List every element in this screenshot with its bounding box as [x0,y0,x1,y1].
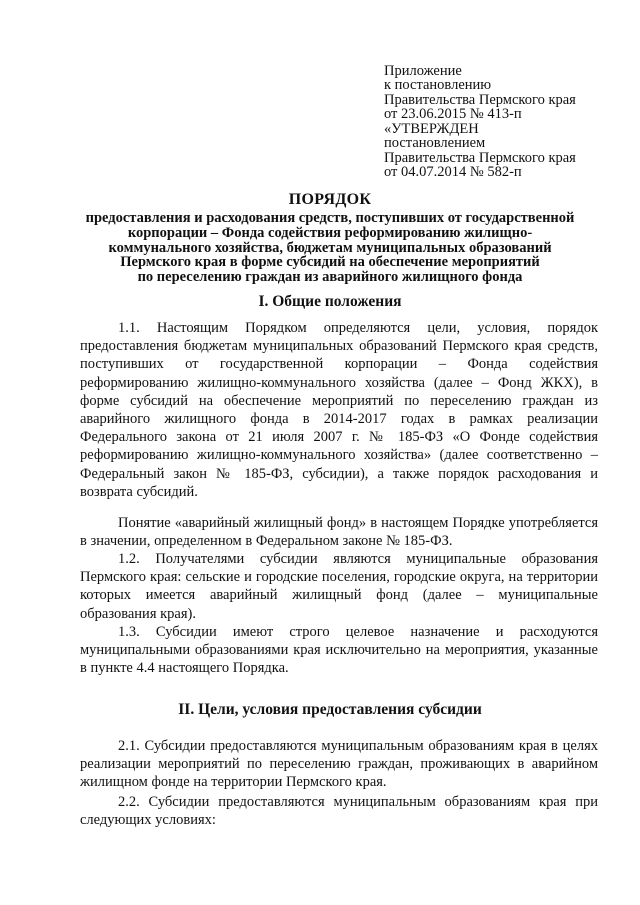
subtitle-line: коммунального хозяйства, бюджетам муниципальных образований [108,239,552,256]
approved-line: от 04.07.2014 № 582-п [384,164,522,181]
subtitle-line: предоставления и расходования средств, поступивших от государственной [85,210,575,226]
appendix-line: к постановлению [384,77,492,94]
paragraph-1-2: 1.2. Получателями субсидии являются муниципальные образования Пермского края: сельские и городские поселения, городские округа, на территории которых имеется аварийный жилищный фонд (далее – муниципальные образования края). [80,551,598,622]
subtitle-line: Пермского края в форме субсидий на обеспечение мероприятий [120,254,540,271]
approved-block [384,122,624,180]
appendix-line: Приложение [384,63,462,79]
subtitle-line: по переселению граждан из аварийного жилищного фонда [137,269,523,286]
appendix-block [384,64,624,122]
paragraph-2-2: 2.2. Субсидии предоставляются муниципальным образованиям края при следующих условиях: [80,794,598,829]
approved-line: постановлением [384,135,486,152]
paragraph-2-1: 2.1. Субсидии предоставляются муниципальным образованиям края в целях реализации мероприятий по переселению граждан, проживающих в аварийном жилищном фонде на территории Пермского края. [80,738,598,791]
approved-line: «УТВЕРЖДЕН [384,121,479,137]
document-title: ПОРЯДОК [288,191,372,208]
section-heading-goals: II. Цели, условия предоставления субсидии [178,701,482,718]
approved-line: Правительства Пермского края [384,149,576,166]
document-subtitle [60,211,600,285]
appendix-line: от 23.06.2015 № 413-п [384,106,522,123]
paragraph-1-3: 1.3. Субсидии имеют строго целевое назначение и расходуются муниципальными образованиями края исключительно на мероприятия, указанные в пункте 4.4 настоящего Порядка. [80,624,598,677]
paragraph-1-1: 1.1. Настоящим Порядком определяются цели, условия, порядок предоставления бюджетам муниципальных образований Пермского края средств, поступивших от государственной корпорации – Фонда содействия реформированию жилищно-коммунального хозяйства (далее – Фонд ЖКХ), в форме субсидий на обеспечение мероприятий по переселению граждан из аварийного жилищного фонда в 2014-2017 годах в рамках реализации Федерального закона от 21 июля 2007 г. № 185-ФЗ «О Фонде содействия реформированию жилищно-коммунального хозяйства» (далее соответственно – Федеральный закон № 185-ФЗ, субсидии), а также порядок расходования и возврата субсидий. [80,320,598,500]
appendix-line: Правительства Пермского края [384,91,576,108]
section-heading-general: I. Общие положения [258,293,402,310]
paragraph-concept: Понятие «аварийный жилищный фонд» в настоящем Порядке употребляется в значении, определенном в Федеральном законе № 185-ФЗ. [80,515,598,550]
subtitle-line: корпорации – Фонда содействия реформированию жилищно- [127,224,533,241]
